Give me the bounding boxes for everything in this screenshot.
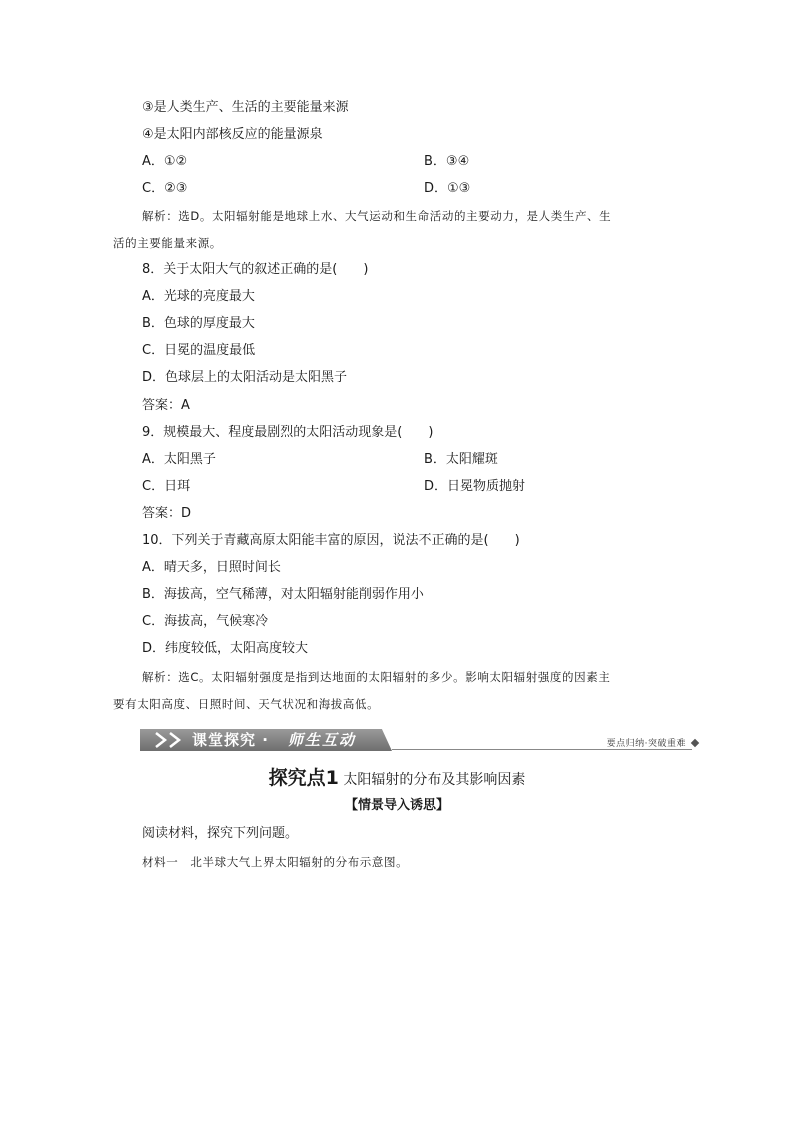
q7-item3: ③是人类生产、生活的主要能量来源: [142, 100, 349, 115]
q9-option-d: D．日冕物质抛射: [424, 479, 526, 494]
section-subtitle: 【情景导入诱思】: [344, 798, 449, 813]
q10-option-b: B．海拔高，空气稀薄，对太阳辐射能削弱作用小: [142, 587, 424, 602]
q7-option-b: B．③④: [424, 154, 470, 169]
q7-option-d: D．①③: [424, 181, 471, 196]
q9-answer: 答案：D: [142, 506, 192, 521]
q10-analysis: 解析：选C。太阳辐射强度是指到达地面的太阳辐射的多少。影响太阳辐射强度的因素主: [142, 670, 611, 684]
q9-option-a: A．太阳黑子: [142, 452, 216, 467]
banner-title: 课堂探究 ·: [192, 731, 269, 749]
section-intro: 阅读材料，探究下列问题。: [142, 826, 299, 841]
q7-analysis-cont: 活的主要能量来源。: [113, 236, 222, 250]
section-number: 探究点1: [268, 767, 339, 789]
q10-option-a: A．晴天多，日照时间长: [142, 560, 281, 575]
q8-option-b: B．色球的厚度最大: [142, 316, 255, 331]
chevron-right-icon: [154, 732, 168, 748]
banner-highlight: 师生互动: [288, 731, 357, 749]
q8-option-c: C．日冕的温度最低: [142, 343, 256, 358]
q8-option-a: A．光球的亮度最大: [142, 289, 255, 304]
banner-subtitle: 要点归纳·突破重难: [606, 739, 686, 749]
q9-option-c: C．日珥: [142, 479, 191, 494]
q7-item4: ④是太阳内部核反应的能量源泉: [142, 127, 323, 142]
q10-option-d: D．纬度较低，太阳高度较大: [142, 641, 309, 656]
q7-analysis: 解析：选D。太阳辐射能是地球上水、大气运动和生命活动的主要动力，是人类生产、生: [142, 209, 612, 223]
q10-option-c: C．海拔高，气候寒冷: [142, 614, 269, 629]
banner-divider: [392, 749, 692, 750]
q7-option-c: C．②③: [142, 181, 188, 196]
q10-stem: 10．下列关于青藏高原太阳能丰富的原因，说法不正确的是( ): [142, 533, 520, 548]
chevron-right-icon: [168, 732, 182, 748]
material-one: 材料一 北半球大气上界太阳辐射的分布示意图。: [142, 855, 409, 869]
q7-option-a: A．①②: [142, 154, 188, 169]
section-heading: [0, 767, 794, 791]
section-banner: [140, 729, 700, 753]
q10-analysis-cont: 要有太阳高度、日照时间、天气状况和海拔高低。: [113, 697, 380, 711]
q8-answer: 答案：A: [142, 398, 190, 413]
q9-option-b: B．太阳耀斑: [424, 452, 498, 467]
q9-stem: 9．规模最大、程度最剧烈的太阳活动现象是( ): [142, 425, 434, 440]
section-title: 太阳辐射的分布及其影响因素: [343, 772, 526, 788]
diamond-icon: [691, 739, 699, 747]
q8-option-d: D．色球层上的太阳活动是太阳黑子: [142, 370, 348, 385]
q8-stem: 8．关于太阳大气的叙述正确的是( ): [142, 262, 369, 277]
